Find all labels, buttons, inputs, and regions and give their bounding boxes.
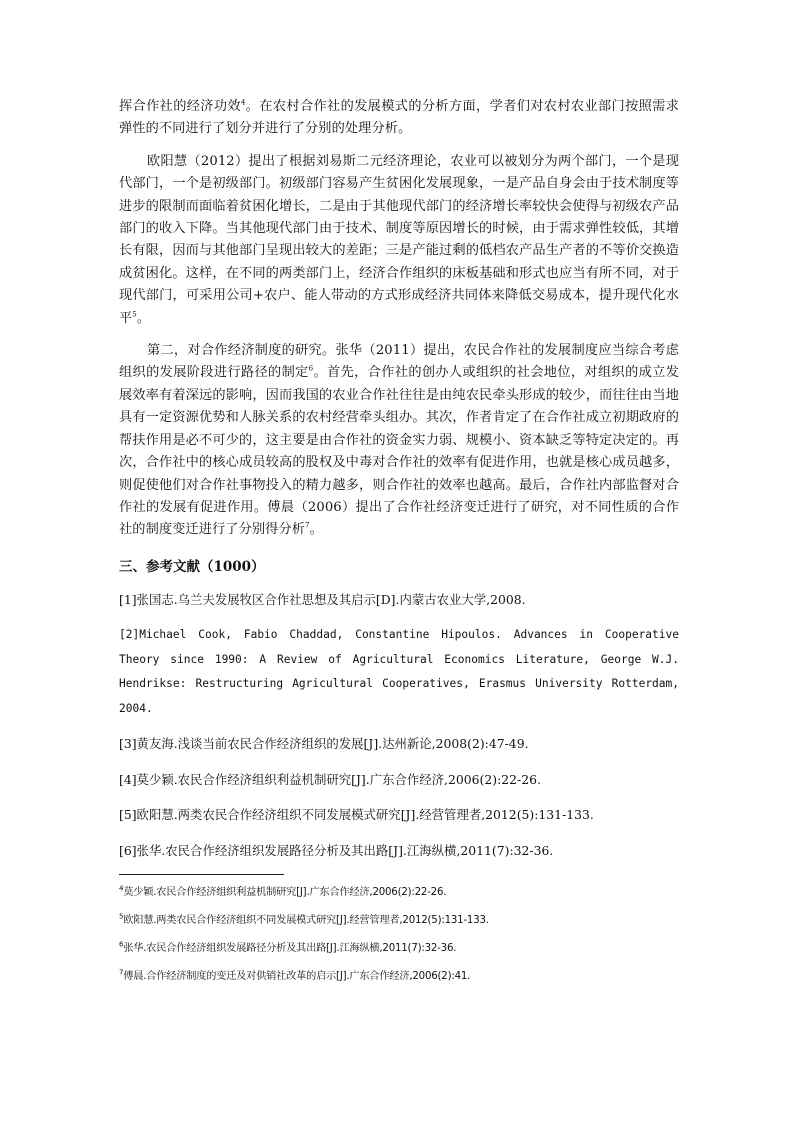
footnote-item	[119, 885, 679, 901]
footnote-ref[interactable]: 6	[308, 365, 314, 374]
footnote-mark: 5	[119, 912, 124, 921]
body-paragraph-2	[119, 151, 679, 330]
footnote-mark: 4	[119, 884, 124, 893]
reference-item: [3]黄友海.浅谈当前农民合作经济组织的发展[J].达州新论,2008(2):47-49.	[119, 736, 529, 752]
reference-item: [4]莫少颖.农民合作经济组织利益机制研究[J].广东合作经济,2006(2):22-26.	[119, 771, 541, 787]
paragraph-text: 挥合作社的经济功效	[119, 99, 241, 114]
footnote-item	[119, 913, 679, 929]
footnote-ref[interactable]: 7	[305, 521, 310, 530]
footnote-list	[119, 885, 679, 985]
footnote-text: 张华.农民合作经济组织发展路径分析及其出路[J].江海纵横,2011(7):32-36.	[123, 943, 457, 955]
paragraph-text: 第二，对合作经济制度的研究。张华（2011）提出，农民合作社的发展制度应当综合考虑组织的发展阶段进行路径的制定	[119, 343, 679, 381]
reference-item: [1]张国志.乌兰夫发展牧区合作社思想及其启示[D].内蒙古农业大学,2008.	[119, 591, 526, 607]
reference-list	[119, 588, 679, 864]
footnote-mark: 6	[119, 940, 124, 949]
footnote-mark: 7	[119, 968, 124, 977]
paragraph-text: 。	[136, 310, 151, 326]
footnote-ref[interactable]: 4	[240, 98, 246, 107]
footnote-text: 欧阳慧.两类农民合作经济组织不同发展模式研究[J].经营管理者,2012(5):131-133.	[123, 915, 489, 927]
paragraph-text: 。在农村合作社的发展模式的分析方面，学者们对农村农业部门按照需求弹性的不同进行了划分并进行了分别的处理分析。	[119, 99, 680, 137]
footnote-divider	[119, 874, 284, 875]
paragraph-text: 欧阳慧（2012）提出了根据刘易斯二元经济理论，农业可以被划分为两个部门，一个是现代部门，一个是初级部门。初级部门容易产生贫困化发展现象，一是产品自身会由于技术制度等进步的限制而面临着贫困化增长，二是由于其他现代部门的经济增长率较快会使得与初级农产品部门的收入下降。当其他现代部门由于技术、制度等原因增长的时候，由于需求弹性较低，其增长有限，因而与其他部门呈现出较大的差距；三是产能过剩的低档农产品生产者的不等价交换造成贫困化。这样，在不同的两类部门上，经济合作组织的床板基础和形式也应当有所不同，对于现代部门，可采用公司+农户、能人带动的方式形成经济共同体来降低交易成本，提升现代化水平	[119, 153, 679, 326]
paragraph-text: 。首先，合作社的创办人或组织的社会地位，对组织的成立发展效率有着深远的影响，因而我国的农业合作社往往是由纯农民牵头形成的较少，而往往由当地具有一定资源优势和人脉关系的农村经营牵头组办。其次，作者肯定了在合作社成立初期政府的帮扶作用是必不可少的，这主要是由合作社的资金实力弱、规模小、资本缺乏等特定决定的。再次，合作社中的核心成员较高的股权及中毒对合作社的效率有促进作用，也就是核心成员越多，则促使他们对合作社事物投入的精力越多，则合作社的效率也越高。最后，合作社内部监督对合作社的发展有促进作用。傅晨（2006）提出了合作社经济变迁进行了研究，对不同性质的合作社的制度变迁进行了分别得分析	[119, 365, 680, 538]
reference-item: [6]张华.农民合作经济组织发展路径分析及其出路[J].江海纵横,2011(7):32-36.	[119, 842, 554, 858]
footnote-text: 莫少颖.农民合作经济组织利益机制研究[J].广东合作经济,2006(2):22-26.	[123, 887, 447, 899]
footnote-item	[119, 969, 679, 985]
footnote-item	[119, 941, 679, 957]
paragraph-text: 。	[309, 522, 323, 538]
footnote-ref[interactable]: 5	[132, 310, 137, 319]
body-paragraph-3	[119, 340, 679, 542]
footnote-text: 傅晨.合作经济制度的变迁及对供销社改革的启示[J].广东合作经济,2006(2):41.	[123, 971, 471, 983]
reference-item: [2]Michael Cook, Fabio Chaddad, Constantine Hipoulos. Advances in Cooperative Theory since 1990: A Review of Agricultural Economics Literature, George W.J. Hendrikse: Restructuring Agricultural Cooperatives, Erasmus University Rotterdam, 2004.	[119, 628, 679, 715]
references-heading: 三、参考文献（1000）	[119, 558, 265, 575]
reference-item: [5]欧阳慧.两类农民合作经济组织不同发展模式研究[J].经营管理者,2012(5):131-133.	[119, 807, 594, 823]
body-paragraph-1	[119, 96, 679, 141]
document-page	[119, 96, 679, 997]
